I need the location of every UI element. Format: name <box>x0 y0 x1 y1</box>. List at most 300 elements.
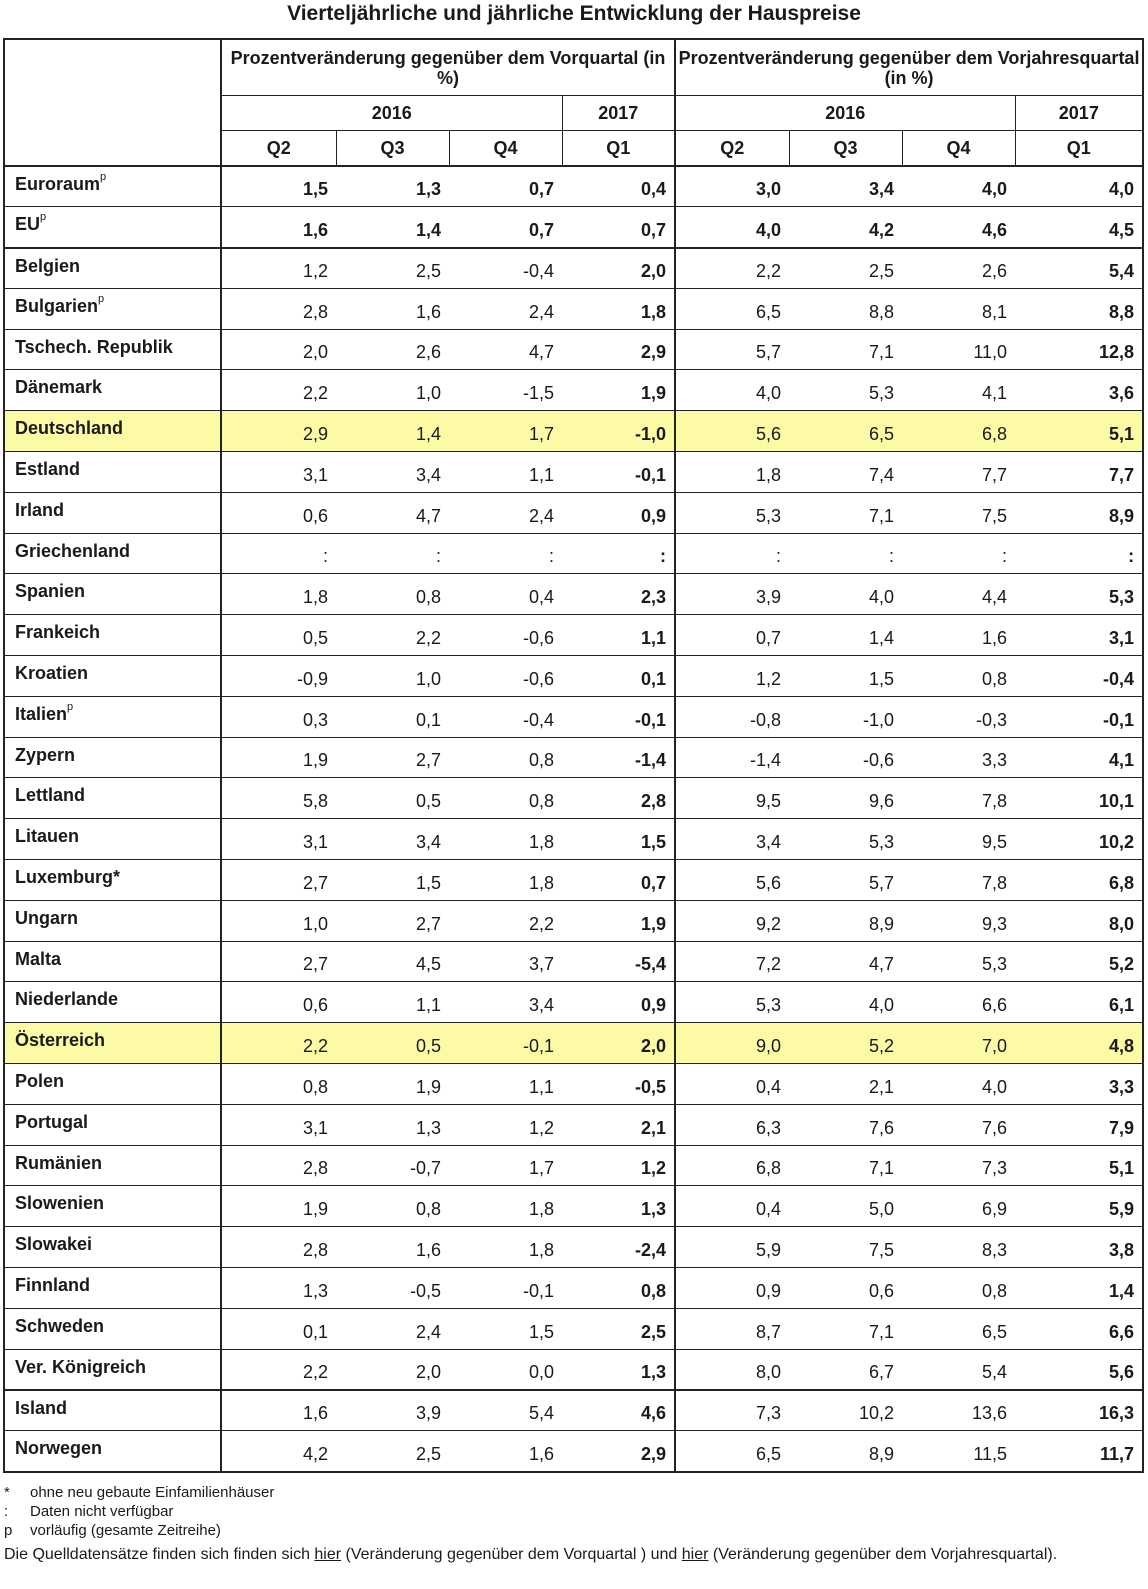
value-cell: -0,9 <box>221 656 336 697</box>
value-cell: -0,1 <box>562 696 675 737</box>
value-cell: 5,0 <box>789 1186 902 1227</box>
table-row <box>4 982 1143 1023</box>
value-cell: 4,0 <box>1015 166 1143 207</box>
value-cell: 5,4 <box>449 1390 562 1431</box>
country-name: Finnland <box>15 1275 90 1296</box>
value-cell: 7,4 <box>789 452 902 493</box>
value-cell: 1,5 <box>789 656 902 697</box>
value-cell: 4,8 <box>1015 1023 1143 1064</box>
country-cell <box>4 941 221 982</box>
table-row <box>4 533 1143 574</box>
value-cell: 0,7 <box>562 207 675 248</box>
country-name: Spanien <box>15 581 86 602</box>
value-cell: -0,6 <box>449 615 562 656</box>
value-cell: -0,6 <box>789 737 902 778</box>
value-cell: 7,1 <box>789 492 902 533</box>
value-cell: -0,5 <box>562 1064 675 1105</box>
country-name: Österreich <box>15 1030 106 1051</box>
table-row <box>4 1104 1143 1145</box>
value-cell: -0,6 <box>449 656 562 697</box>
value-cell: 2,8 <box>221 288 336 329</box>
value-cell: -0,4 <box>449 248 562 289</box>
value-cell: 7,2 <box>675 941 789 982</box>
value-cell: 0,9 <box>562 492 675 533</box>
value-cell: : <box>221 533 336 574</box>
table-row <box>4 941 1143 982</box>
value-cell: 7,0 <box>902 1023 1015 1064</box>
year-header-2017-qoq: 2017 <box>562 96 675 131</box>
value-cell: 4,1 <box>902 370 1015 411</box>
country-cell <box>4 1227 221 1268</box>
value-cell: 2,2 <box>336 615 449 656</box>
value-cell: 4,0 <box>789 982 902 1023</box>
value-cell: 4,5 <box>1015 207 1143 248</box>
value-cell: 8,0 <box>675 1349 789 1390</box>
value-cell: -1,0 <box>789 696 902 737</box>
country-cell <box>4 1308 221 1349</box>
quarter-header: Q3 <box>336 131 449 167</box>
country-cell <box>4 166 221 207</box>
value-cell: -1,5 <box>449 370 562 411</box>
year-header-2016-qoq: 2016 <box>221 96 562 131</box>
country-cell <box>4 1145 221 1186</box>
value-cell: 0,4 <box>562 166 675 207</box>
value-cell: 1,9 <box>336 1064 449 1105</box>
value-cell: 3,9 <box>675 574 789 615</box>
value-cell: 2,8 <box>562 778 675 819</box>
value-cell: 7,8 <box>902 778 1015 819</box>
value-cell: 4,6 <box>562 1390 675 1431</box>
value-cell: 3,8 <box>1015 1227 1143 1268</box>
group-header-yoy: Prozentveränderung gegenüber dem Vorjahresquartal (in %) <box>675 39 1143 96</box>
value-cell: 4,5 <box>336 941 449 982</box>
value-cell: 3,4 <box>336 819 449 860</box>
value-cell: 5,6 <box>675 860 789 901</box>
value-cell: 0,4 <box>675 1186 789 1227</box>
value-cell: 1,6 <box>336 288 449 329</box>
source-link-qoq[interactable]: hier <box>314 1546 342 1563</box>
source-suffix: (Veränderung gegenüber dem Vorjahresquartal). <box>708 1546 1058 1563</box>
value-cell: 2,1 <box>789 1064 902 1105</box>
value-cell: 1,0 <box>221 900 336 941</box>
country-name: Portugal <box>15 1111 89 1132</box>
value-cell: 6,9 <box>902 1186 1015 1227</box>
value-cell: 1,9 <box>221 737 336 778</box>
value-cell: 1,5 <box>449 1308 562 1349</box>
value-cell: -0,3 <box>902 696 1015 737</box>
country-cell <box>4 615 221 656</box>
country-cell <box>4 696 221 737</box>
table-row <box>4 1268 1143 1309</box>
table-row <box>4 452 1143 493</box>
value-cell: 6,8 <box>1015 860 1143 901</box>
source-middle: (Veränderung gegenüber dem Vorquartal ) und <box>341 1546 682 1563</box>
provisional-marker: p <box>67 700 74 713</box>
value-cell: : <box>675 533 789 574</box>
value-cell: 1,3 <box>336 1104 449 1145</box>
table-row <box>4 248 1143 289</box>
value-cell: -0,4 <box>449 696 562 737</box>
value-cell: 1,0 <box>336 656 449 697</box>
value-cell: 1,3 <box>221 1268 336 1309</box>
value-cell: 1,8 <box>221 574 336 615</box>
value-cell: 0,4 <box>675 1064 789 1105</box>
value-cell: 2,0 <box>336 1349 449 1390</box>
value-cell: 6,8 <box>902 411 1015 452</box>
value-cell: -0,1 <box>449 1023 562 1064</box>
value-cell: 8,9 <box>789 1431 902 1472</box>
country-name: Polen <box>15 1071 65 1092</box>
value-cell: 7,5 <box>789 1227 902 1268</box>
value-cell: 0,1 <box>562 656 675 697</box>
value-cell: 0,6 <box>221 492 336 533</box>
value-cell: 0,9 <box>675 1268 789 1309</box>
legend-symbol: : <box>4 1503 9 1520</box>
value-cell: 2,6 <box>902 248 1015 289</box>
value-cell: 2,1 <box>562 1104 675 1145</box>
table-row <box>4 288 1143 329</box>
value-cell: 5,3 <box>1015 574 1143 615</box>
country-cell <box>4 370 221 411</box>
value-cell: 0,8 <box>449 737 562 778</box>
country-name: Zypern <box>15 744 76 765</box>
value-cell: 2,0 <box>562 248 675 289</box>
table-row <box>4 615 1143 656</box>
value-cell: 0,5 <box>336 778 449 819</box>
value-cell: 7,6 <box>902 1104 1015 1145</box>
value-cell: 8,0 <box>1015 900 1143 941</box>
value-cell: 4,7 <box>336 492 449 533</box>
value-cell: 3,4 <box>789 166 902 207</box>
country-cell <box>4 860 221 901</box>
value-cell: 7,1 <box>789 1145 902 1186</box>
value-cell: 7,3 <box>902 1145 1015 1186</box>
value-cell: 0,1 <box>336 696 449 737</box>
country-cell <box>4 329 221 370</box>
value-cell: 5,7 <box>789 860 902 901</box>
table-row <box>4 656 1143 697</box>
country-name: Griechenland <box>15 540 131 561</box>
value-cell: 1,3 <box>562 1186 675 1227</box>
value-cell: 5,3 <box>675 492 789 533</box>
value-cell: 5,3 <box>789 370 902 411</box>
legend-symbol: p <box>4 1522 13 1539</box>
country-cell <box>4 819 221 860</box>
value-cell: 1,1 <box>449 452 562 493</box>
country-name: Litauen <box>15 826 80 847</box>
country-name: Belgien <box>15 255 81 276</box>
value-cell: : <box>449 533 562 574</box>
legend-symbol: * <box>4 1484 10 1501</box>
value-cell: 9,5 <box>902 819 1015 860</box>
value-cell: 11,0 <box>902 329 1015 370</box>
value-cell: 5,9 <box>675 1227 789 1268</box>
value-cell: 2,7 <box>221 860 336 901</box>
value-cell: 3,4 <box>675 819 789 860</box>
value-cell: 1,5 <box>562 819 675 860</box>
value-cell: 3,1 <box>221 1104 336 1145</box>
country-cell <box>4 452 221 493</box>
value-cell: 12,8 <box>1015 329 1143 370</box>
value-cell: -0,4 <box>1015 656 1143 697</box>
country-cell <box>4 900 221 941</box>
value-cell: 0,8 <box>562 1268 675 1309</box>
value-cell: 1,4 <box>336 207 449 248</box>
value-cell: 6,6 <box>1015 1308 1143 1349</box>
country-name: Tschech. Republik <box>15 336 173 357</box>
country-cell <box>4 1186 221 1227</box>
country-name: Norwegen <box>15 1438 103 1459</box>
table-row <box>4 207 1143 248</box>
table-row <box>4 492 1143 533</box>
value-cell: 2,5 <box>789 248 902 289</box>
legend-item <box>4 1502 274 1521</box>
value-cell: 6,3 <box>675 1104 789 1145</box>
value-cell: 5,9 <box>1015 1186 1143 1227</box>
table-row <box>4 1390 1143 1431</box>
value-cell: 4,0 <box>675 370 789 411</box>
value-cell: 2,8 <box>221 1227 336 1268</box>
value-cell: : <box>789 533 902 574</box>
provisional-marker: p <box>40 211 47 224</box>
table-row <box>4 1308 1143 1349</box>
value-cell: 2,3 <box>562 574 675 615</box>
value-cell: : <box>336 533 449 574</box>
provisional-marker: p <box>100 171 107 183</box>
house-price-table <box>3 38 1144 1473</box>
country-cell <box>4 982 221 1023</box>
value-cell: 2,5 <box>336 1431 449 1472</box>
value-cell: 5,4 <box>902 1349 1015 1390</box>
table-row <box>4 329 1143 370</box>
table-row <box>4 574 1143 615</box>
value-cell: 4,6 <box>902 207 1015 248</box>
value-cell: 1,3 <box>562 1349 675 1390</box>
value-cell: 10,1 <box>1015 778 1143 819</box>
value-cell: 0,4 <box>449 574 562 615</box>
value-cell: 1,5 <box>221 166 336 207</box>
table-row <box>4 1023 1143 1064</box>
value-cell: 1,8 <box>449 819 562 860</box>
value-cell: 1,2 <box>221 248 336 289</box>
value-cell: 6,1 <box>1015 982 1143 1023</box>
source-prefix: Die Quelldatensätze finden sich finden sich <box>4 1546 315 1563</box>
value-cell: 6,5 <box>675 1431 789 1472</box>
country-name: EU <box>15 214 41 235</box>
value-cell: 2,0 <box>562 1023 675 1064</box>
value-cell: 5,3 <box>902 941 1015 982</box>
country-cell <box>4 288 221 329</box>
value-cell: 3,4 <box>336 452 449 493</box>
value-cell: -0,1 <box>562 452 675 493</box>
value-cell: 16,3 <box>1015 1390 1143 1431</box>
country-name: Irland <box>15 499 65 520</box>
quarter-header: Q3 <box>789 131 902 167</box>
value-cell: 1,1 <box>562 615 675 656</box>
value-cell: 2,2 <box>221 370 336 411</box>
table-row <box>4 696 1143 737</box>
value-cell: -1,0 <box>562 411 675 452</box>
value-cell: 1,8 <box>449 1227 562 1268</box>
country-cell <box>4 656 221 697</box>
value-cell: 0,5 <box>221 615 336 656</box>
table-row <box>4 1431 1143 1472</box>
quarter-header: Q2 <box>675 131 789 167</box>
value-cell: 1,4 <box>336 411 449 452</box>
value-cell: 2,7 <box>221 941 336 982</box>
value-cell: 10,2 <box>789 1390 902 1431</box>
value-cell: 2,2 <box>221 1349 336 1390</box>
country-name: Lettland <box>15 785 85 806</box>
value-cell: 7,5 <box>902 492 1015 533</box>
value-cell: 0,7 <box>449 166 562 207</box>
value-cell: 5,2 <box>789 1023 902 1064</box>
value-cell: 1,5 <box>336 860 449 901</box>
value-cell: 3,7 <box>449 941 562 982</box>
legend-item <box>4 1521 274 1540</box>
value-cell: 1,6 <box>221 1390 336 1431</box>
value-cell: 0,5 <box>336 1023 449 1064</box>
country-name: Niederlande <box>15 989 119 1010</box>
value-cell: 4,7 <box>789 941 902 982</box>
table-row <box>4 1145 1143 1186</box>
year-header-2016-yoy: 2016 <box>675 96 1015 131</box>
value-cell: 8,1 <box>902 288 1015 329</box>
quarter-header: Q2 <box>221 131 336 167</box>
value-cell: 1,3 <box>336 166 449 207</box>
value-cell: -0,8 <box>675 696 789 737</box>
table-row <box>4 819 1143 860</box>
value-cell: 0,6 <box>221 982 336 1023</box>
table-row <box>4 1349 1143 1390</box>
value-cell: 9,0 <box>675 1023 789 1064</box>
value-cell: 1,8 <box>675 452 789 493</box>
value-cell: 3,6 <box>1015 370 1143 411</box>
value-cell: 1,6 <box>221 207 336 248</box>
value-cell: -0,1 <box>449 1268 562 1309</box>
value-cell: 9,3 <box>902 900 1015 941</box>
value-cell: -0,5 <box>336 1268 449 1309</box>
value-cell: 7,1 <box>789 1308 902 1349</box>
value-cell: 1,8 <box>449 860 562 901</box>
value-cell: 3,3 <box>902 737 1015 778</box>
value-cell: 0,9 <box>562 982 675 1023</box>
legend-text: vorläufig (gesamte Zeitreihe) <box>30 1522 221 1539</box>
country-name: Rumänien <box>15 1152 103 1173</box>
value-cell: 9,2 <box>675 900 789 941</box>
value-cell: 1,2 <box>562 1145 675 1186</box>
table-row <box>4 1186 1143 1227</box>
value-cell: 2,2 <box>449 900 562 941</box>
value-cell: -5,4 <box>562 941 675 982</box>
value-cell: 7,7 <box>902 452 1015 493</box>
value-cell: 2,9 <box>562 329 675 370</box>
value-cell: 3,1 <box>1015 615 1143 656</box>
value-cell: 1,7 <box>449 411 562 452</box>
value-cell: 5,2 <box>1015 941 1143 982</box>
value-cell: -1,4 <box>562 737 675 778</box>
value-cell: 1,6 <box>449 1431 562 1472</box>
country-name: Kroatien <box>15 663 89 684</box>
value-cell: 3,3 <box>1015 1064 1143 1105</box>
value-cell: 6,5 <box>902 1308 1015 1349</box>
value-cell: 2,7 <box>336 900 449 941</box>
value-cell: 13,6 <box>902 1390 1015 1431</box>
legend <box>4 1483 274 1540</box>
value-cell: 1,2 <box>675 656 789 697</box>
country-cell <box>4 1390 221 1431</box>
value-cell: 6,6 <box>902 982 1015 1023</box>
value-cell: 0,8 <box>449 778 562 819</box>
value-cell: 10,2 <box>1015 819 1143 860</box>
value-cell: 7,1 <box>789 329 902 370</box>
value-cell: 2,4 <box>449 288 562 329</box>
country-cell <box>4 533 221 574</box>
provisional-marker: p <box>98 292 105 305</box>
country-name: Dänemark <box>15 377 103 398</box>
source-link-yoy[interactable]: hier <box>681 1546 709 1563</box>
value-cell: 1,1 <box>449 1064 562 1105</box>
table-row <box>4 411 1143 452</box>
country-cell <box>4 574 221 615</box>
value-cell: 1,9 <box>562 900 675 941</box>
country-cell <box>4 492 221 533</box>
value-cell: -0,1 <box>1015 696 1143 737</box>
value-cell: 6,5 <box>675 288 789 329</box>
country-cell <box>4 1104 221 1145</box>
value-cell: 7,9 <box>1015 1104 1143 1145</box>
value-cell: 5,8 <box>221 778 336 819</box>
table-row <box>4 778 1143 819</box>
value-cell: 1,1 <box>336 982 449 1023</box>
value-cell: 11,5 <box>902 1431 1015 1472</box>
value-cell: 2,7 <box>336 737 449 778</box>
value-cell: 4,0 <box>902 1064 1015 1105</box>
value-cell: 2,4 <box>336 1308 449 1349</box>
group-header-qoq: Prozentveränderung gegenüber dem Vorquartal (in %) <box>221 39 675 96</box>
table-row <box>4 166 1143 207</box>
value-cell: 9,6 <box>789 778 902 819</box>
value-cell: 8,8 <box>789 288 902 329</box>
value-cell: -2,4 <box>562 1227 675 1268</box>
value-cell: 5,6 <box>675 411 789 452</box>
country-cell <box>4 1268 221 1309</box>
country-cell <box>4 1023 221 1064</box>
source-note <box>4 1545 1057 1565</box>
table-row <box>4 900 1143 941</box>
value-cell: 2,2 <box>221 1023 336 1064</box>
value-cell: 0,8 <box>336 1186 449 1227</box>
country-name: Luxemburg* <box>15 867 121 888</box>
page-title: Vierteljährliche und jährliche Entwicklung der Hauspreise <box>287 2 861 25</box>
value-cell: 0,7 <box>675 615 789 656</box>
country-name: Estland <box>15 459 81 480</box>
value-cell: 4,4 <box>902 574 1015 615</box>
value-cell: 1,9 <box>562 370 675 411</box>
quarter-header: Q4 <box>902 131 1015 167</box>
country-name: Ver. Königreich <box>15 1356 147 1377</box>
value-cell: 5,6 <box>1015 1349 1143 1390</box>
table-row <box>4 1064 1143 1105</box>
value-cell: 7,3 <box>675 1390 789 1431</box>
value-cell: 4,0 <box>675 207 789 248</box>
country-name: Malta <box>15 948 62 969</box>
value-cell: 8,3 <box>902 1227 1015 1268</box>
value-cell: 4,0 <box>789 574 902 615</box>
table-row <box>4 860 1143 901</box>
value-cell: 1,9 <box>221 1186 336 1227</box>
country-name: Schweden <box>15 1315 105 1336</box>
